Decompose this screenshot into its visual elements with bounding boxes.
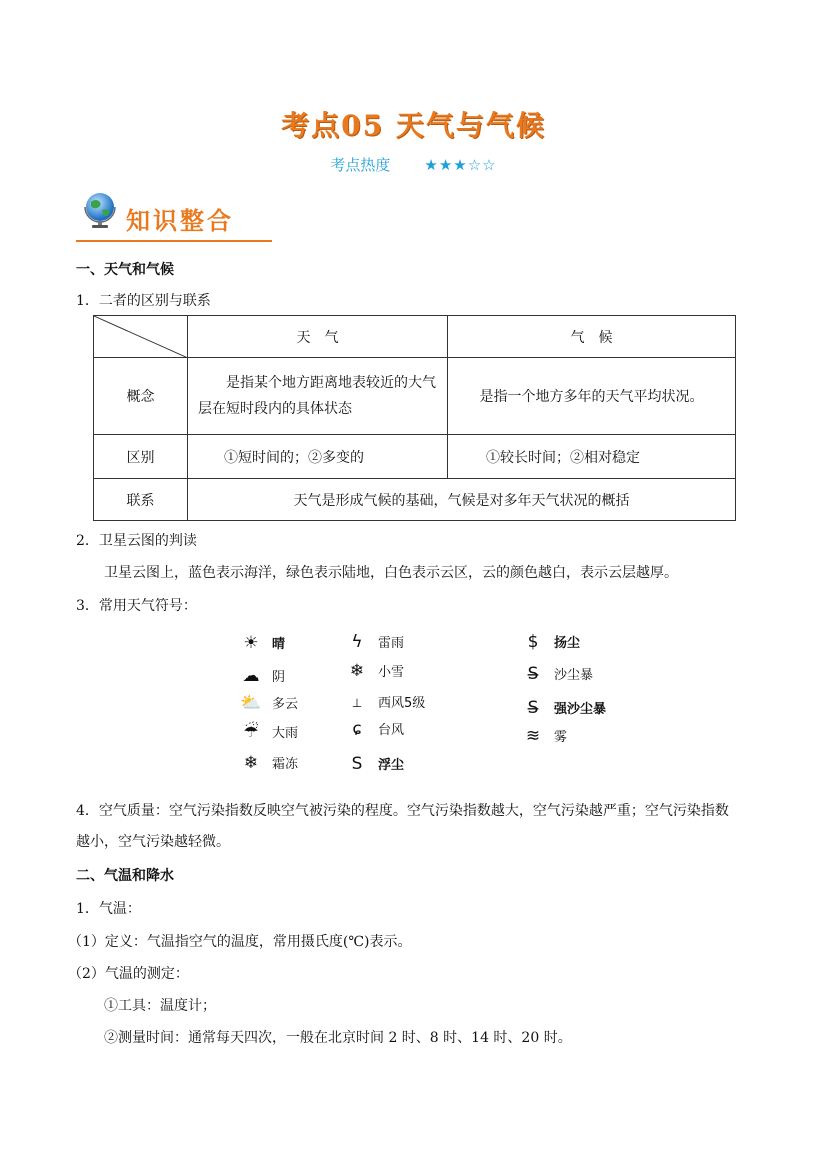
frost-icon: ❄: [243, 753, 259, 773]
table-cell: ①短时间的；②多变的: [188, 435, 448, 479]
floating-dust-icon: S: [351, 754, 363, 774]
sec2-measurement: （2）气温的测定：: [68, 966, 189, 982]
sun-icon: ☀: [243, 633, 259, 653]
section-heading-1: 一、天气和气候: [76, 262, 174, 278]
wind-icon: ⊥: [351, 696, 363, 710]
light-snow-icon: ❄: [349, 661, 365, 681]
table-row-label: 概念: [94, 358, 188, 435]
thunderstorm-icon: ϟ: [351, 632, 363, 652]
symbol-overcast: ☁ 阴: [238, 666, 285, 686]
symbol-partly-cloudy: ⛅ 多云: [238, 693, 298, 713]
partly-cloudy-icon: ⛅: [240, 693, 262, 713]
table-cell: 是指一个地方多年的天气平均状况。: [448, 358, 736, 435]
section-heading-2: 二、气温和降水: [76, 868, 174, 884]
fog-icon: ≋: [525, 726, 541, 746]
sandstorm-icon: S̶: [527, 664, 539, 684]
table-header-climate: 气 候: [448, 316, 736, 358]
page-title: 考点05 天气与气候: [281, 109, 546, 142]
diagonal-line: [94, 316, 188, 358]
symbol-thunderstorm: ϟ 雷雨: [344, 632, 404, 652]
symbol-sunny: ☀ 晴: [238, 633, 285, 653]
symbol-wind: ⊥ 西风5级: [344, 692, 425, 711]
sec2-tool: ①工具：温度计；: [104, 998, 216, 1014]
item-2-heading: 2．卫星云图的判读: [76, 533, 197, 549]
overcast-icon: ☁: [242, 666, 260, 686]
symbol-severe-sandstorm: S̶ 强沙尘暴: [520, 698, 606, 718]
table-cell: ①较长时间；②相对稳定: [448, 435, 736, 479]
item-2-text: 卫星云图上，蓝色表示海洋，绿色表示陆地，白色表示云区，云的颜色越白，表示云层越厚。: [104, 565, 678, 581]
comparison-table: [93, 315, 736, 521]
symbol-sandstorm: S̶ 沙尘暴: [520, 664, 593, 684]
table-cell: 天气是形成气候的基础，气候是对多年天气状况的概括: [188, 479, 736, 521]
heat-rating: [0, 154, 827, 175]
symbol-frost: ❄ 霜冻: [238, 753, 298, 773]
sec2-time: ②测量时间：通常每天四次，一般在北京时间 2 时、8 时、14 时、20 时。: [104, 1030, 572, 1046]
table-row-label: 联系: [94, 479, 188, 521]
symbol-blowing-dust: $ 扬尘: [520, 632, 580, 652]
typhoon-icon: ɕ: [352, 719, 362, 739]
symbol-typhoon: ɕ 台风: [344, 719, 404, 739]
table-cell: 是指某个地方距离地表较近的大气层在短时段内的具体状态: [188, 358, 448, 435]
item-4-line-1: 4．空气质量：空气污染指数反映空气被污染的程度。空气污染指数越大，空气污染越严重；空气污染指数: [76, 803, 729, 819]
item-4-line-2: 越小，空气污染越轻微。: [76, 834, 230, 850]
symbol-heavy-rain: ☔ 大雨: [238, 722, 298, 742]
symbol-floating-dust: S 浮尘: [344, 754, 404, 774]
heat-label: 考点热度: [330, 156, 391, 174]
globe-icon: [80, 190, 120, 230]
severe-sandstorm-icon: S̶: [527, 698, 539, 718]
item-3-heading: 3．常用天气符号：: [76, 598, 197, 614]
table-corner: [94, 316, 188, 358]
banner-underline: [76, 240, 272, 242]
sec2-definition: （1）定义：气温指空气的温度，常用摄氏度(℃)表示。: [68, 934, 412, 950]
table-row-label: 区别: [94, 435, 188, 479]
blowing-dust-icon: $: [527, 632, 539, 652]
heavy-rain-icon: ☔: [243, 722, 259, 742]
sec2-item-1: 1．气温：: [76, 901, 141, 917]
item-1-heading: 1．二者的区别与联系: [76, 293, 211, 309]
section-banner-title: 知识整合: [126, 207, 234, 235]
table-header-weather: 天 气: [188, 316, 448, 358]
symbol-light-snow: ❄ 小雪: [344, 661, 404, 681]
symbol-fog: ≋ 雾: [520, 726, 567, 746]
heat-stars: ★★★☆☆: [424, 156, 497, 174]
